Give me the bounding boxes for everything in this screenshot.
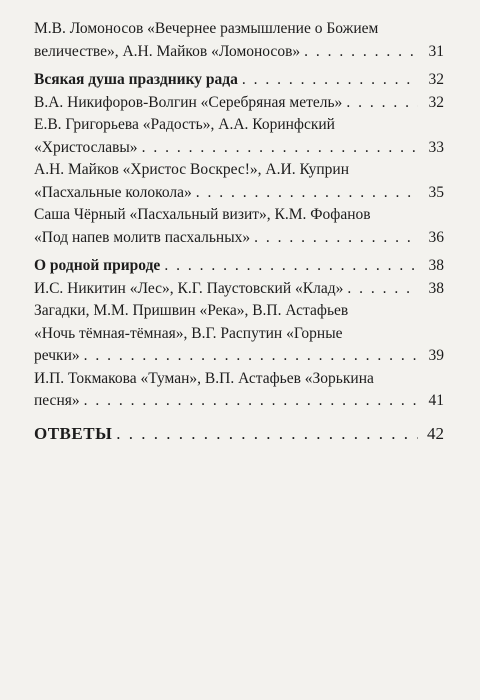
- leader-dots: [254, 227, 418, 250]
- leader-dots: [346, 92, 418, 115]
- toc-entry: [34, 368, 444, 413]
- toc-page-number: 31: [428, 42, 444, 60]
- toc-entry: [34, 159, 444, 204]
- toc-entry-line: В.А. Никифоров-Волгин «Серебряная метель»: [34, 93, 343, 111]
- toc-answers-heading: [34, 423, 444, 446]
- toc-page-number: 38: [428, 257, 444, 274]
- toc-page-number: 33: [428, 138, 444, 156]
- toc-page-number: 39: [428, 347, 444, 364]
- leader-dots: [242, 69, 418, 92]
- toc-entry: [34, 114, 444, 159]
- toc-entry-line: песня»: [34, 392, 80, 409]
- toc-section-heading: [34, 255, 444, 278]
- toc-page-number: 35: [428, 183, 444, 201]
- leader-dots: [84, 345, 418, 368]
- toc-entry-line: «Под напев молитв пасхальных»: [34, 228, 251, 246]
- toc-entry-line: речки»: [34, 347, 80, 364]
- toc-page-number: 36: [428, 228, 444, 246]
- toc-entry-line: «Ночь тёмная-тёмная», В.Г. Распутин «Горные: [34, 324, 343, 342]
- toc-page-number: 41: [428, 392, 444, 409]
- toc-entry-line: И.С. Никитин «Лес», К.Г. Паустовский «Клад»: [34, 279, 344, 297]
- toc-entry: [34, 300, 444, 368]
- toc-page-number: 32: [428, 93, 444, 111]
- toc-entry-line: М.В. Ломоносов «Вечернее размышление о Божием: [34, 20, 379, 37]
- toc-entry: [34, 18, 444, 63]
- toc-entry-line: Е.В. Григорьева «Радость», А.А. Коринфский: [34, 116, 335, 133]
- toc-page-number: 42: [427, 423, 444, 443]
- table-of-contents: [34, 18, 444, 445]
- section-title: О родной природе: [34, 257, 161, 274]
- leader-dots: [164, 255, 418, 278]
- leader-dots: [84, 390, 418, 413]
- toc-entry-line: Саша Чёрный «Пасхальный визит», К.М. Фофанов: [34, 206, 371, 223]
- leader-dots: [347, 278, 418, 301]
- toc-entry-line: И.П. Токмакова «Туман», В.П. Астафьев «Зорькина: [34, 369, 374, 387]
- toc-entry-line: «Пасхальные колокола»: [34, 183, 192, 201]
- leader-dots: [196, 182, 418, 205]
- toc-page-number: 38: [428, 279, 444, 297]
- toc-entry: [34, 278, 444, 301]
- leader-dots: [116, 423, 418, 446]
- toc-entry: [34, 204, 444, 249]
- leader-dots: [142, 137, 418, 160]
- toc-entry-line: «Христославы»: [34, 138, 138, 156]
- answers-title: ОТВЕТЫ: [34, 423, 113, 443]
- toc-page-number: 32: [428, 71, 444, 88]
- section-title: Всякая душа празднику рада: [34, 71, 238, 88]
- toc-entry-line: А.Н. Майков «Христос Воскрес!», А.И. Куприн: [34, 161, 349, 178]
- toc-entry-line: величестве», А.Н. Майков «Ломоносов»: [34, 42, 301, 60]
- toc-entry: [34, 92, 444, 115]
- toc-entry-line: Загадки, М.М. Пришвин «Река», В.П. Астафьев: [34, 302, 349, 319]
- leader-dots: [304, 41, 418, 64]
- toc-section-heading: [34, 69, 444, 92]
